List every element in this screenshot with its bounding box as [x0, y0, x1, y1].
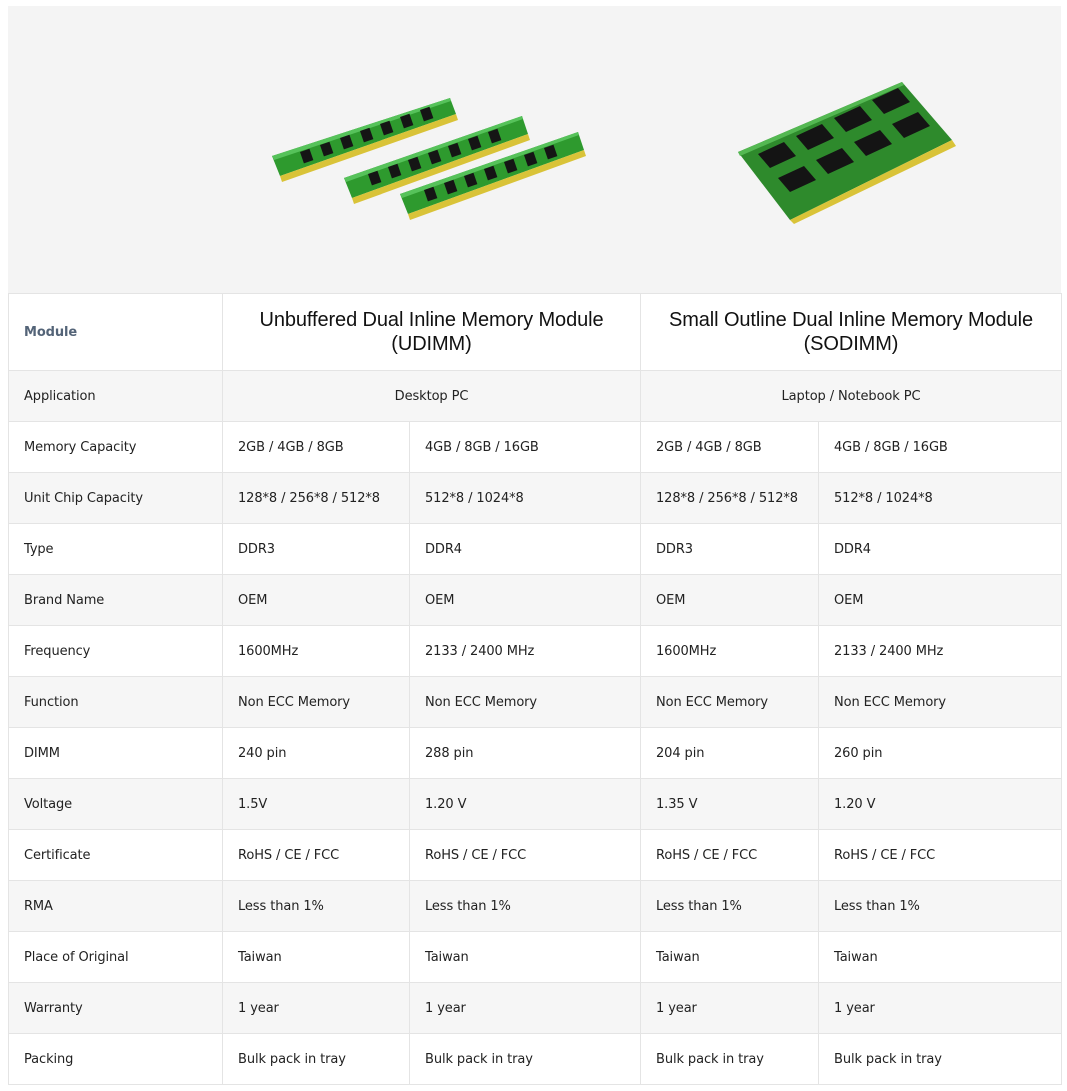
spec-cell: Taiwan [410, 932, 641, 983]
spec-cell: Less than 1% [641, 881, 819, 932]
table-row [9, 779, 1062, 830]
spec-cell: 128*8 / 256*8 / 512*8 [223, 473, 410, 524]
udimm-application: Desktop PC [223, 371, 641, 422]
udimm-header-cell [223, 294, 641, 371]
spec-cell: Non ECC Memory [641, 677, 819, 728]
spec-cell: 1600MHz [223, 626, 410, 677]
spec-cell: 1.20 V [819, 779, 1062, 830]
row-label: Certificate [9, 830, 223, 881]
spec-cell: 1600MHz [641, 626, 819, 677]
module-label-cell [9, 294, 223, 371]
spec-cell: 1 year [641, 983, 819, 1034]
spec-cell: RoHS / CE / FCC [819, 830, 1062, 881]
spec-cell: RoHS / CE / FCC [223, 830, 410, 881]
spec-cell: OEM [223, 575, 410, 626]
sodimm-application: Laptop / Notebook PC [641, 371, 1062, 422]
hero-banner [8, 6, 1061, 293]
spec-cell: 1.5V [223, 779, 410, 830]
spec-cell: RoHS / CE / FCC [410, 830, 641, 881]
spec-cell: 260 pin [819, 728, 1062, 779]
spec-cell: Non ECC Memory [819, 677, 1062, 728]
spec-cell: OEM [819, 575, 1062, 626]
row-label: Memory Capacity [9, 422, 223, 473]
table-row [9, 524, 1062, 575]
spec-cell: 288 pin [410, 728, 641, 779]
page [8, 6, 1061, 1085]
table-row [9, 626, 1062, 677]
sodimm-memory-module-image [734, 74, 964, 224]
udimm-title [238, 308, 625, 356]
spec-cell: 204 pin [641, 728, 819, 779]
sodimm-abbr-text: (SODIMM) [803, 333, 899, 355]
row-label: RMA [9, 881, 223, 932]
spec-cell: 512*8 / 1024*8 [410, 473, 641, 524]
sodimm-header-cell [641, 294, 1062, 371]
spec-cell: 2133 / 2400 MHz [819, 626, 1062, 677]
module-header-row [9, 294, 1062, 371]
spec-cell: Bulk pack in tray [641, 1034, 819, 1085]
spec-cell: DDR3 [641, 524, 819, 575]
sodimm-title-text: Small Outline Dual Inline Memory Module [668, 309, 1034, 331]
spec-cell: 1.20 V [410, 779, 641, 830]
udimm-title-text: Unbuffered Dual Inline Memory Module [259, 309, 604, 331]
spec-cell: Non ECC Memory [410, 677, 641, 728]
spec-cell: Less than 1% [410, 881, 641, 932]
row-label: Function [9, 677, 223, 728]
row-label: Place of Original [9, 932, 223, 983]
spec-table [8, 293, 1062, 1085]
spec-cell: 128*8 / 256*8 / 512*8 [641, 473, 819, 524]
spec-cell: Taiwan [819, 932, 1062, 983]
sodimm-title [656, 308, 1046, 356]
module-label: Module [24, 324, 78, 340]
spec-cell: 512*8 / 1024*8 [819, 473, 1062, 524]
spec-cell: Bulk pack in tray [223, 1034, 410, 1085]
spec-cell: 4GB / 8GB / 16GB [410, 422, 641, 473]
table-row [9, 677, 1062, 728]
table-row [9, 983, 1062, 1034]
row-label: Warranty [9, 983, 223, 1034]
spec-cell: OEM [641, 575, 819, 626]
table-row [9, 575, 1062, 626]
spec-cell: 2GB / 4GB / 8GB [223, 422, 410, 473]
spec-cell: Taiwan [641, 932, 819, 983]
spec-cell: DDR4 [410, 524, 641, 575]
spec-cell: Bulk pack in tray [410, 1034, 641, 1085]
spec-cell: Non ECC Memory [223, 677, 410, 728]
spec-rows [9, 422, 1062, 1085]
spec-cell: 240 pin [223, 728, 410, 779]
row-label: DIMM [9, 728, 223, 779]
spec-cell: 1.35 V [641, 779, 819, 830]
spec-cell: 1 year [819, 983, 1062, 1034]
spec-cell: Less than 1% [223, 881, 410, 932]
spec-cell: DDR3 [223, 524, 410, 575]
spec-cell: 1 year [223, 983, 410, 1034]
udimm-abbr-text: (UDIMM) [391, 333, 472, 355]
row-label: Application [9, 371, 223, 422]
table-row [9, 728, 1062, 779]
table-row [9, 473, 1062, 524]
spec-cell: 1 year [410, 983, 641, 1034]
table-row [9, 422, 1062, 473]
udimm-memory-sticks-image [270, 94, 600, 224]
spec-cell: 4GB / 8GB / 16GB [819, 422, 1062, 473]
spec-cell: OEM [410, 575, 641, 626]
spec-cell: RoHS / CE / FCC [641, 830, 819, 881]
table-row-application [9, 371, 1062, 422]
spec-cell: Less than 1% [819, 881, 1062, 932]
spec-cell: 2133 / 2400 MHz [410, 626, 641, 677]
row-label: Brand Name [9, 575, 223, 626]
spec-cell: Taiwan [223, 932, 410, 983]
spec-cell: DDR4 [819, 524, 1062, 575]
row-label: Type [9, 524, 223, 575]
spec-cell: 2GB / 4GB / 8GB [641, 422, 819, 473]
row-label: Voltage [9, 779, 223, 830]
row-label: Unit Chip Capacity [9, 473, 223, 524]
spec-cell: Bulk pack in tray [819, 1034, 1062, 1085]
row-label: Frequency [9, 626, 223, 677]
table-row [9, 1034, 1062, 1085]
table-row [9, 932, 1062, 983]
table-row [9, 881, 1062, 932]
table-row [9, 830, 1062, 881]
row-label: Packing [9, 1034, 223, 1085]
